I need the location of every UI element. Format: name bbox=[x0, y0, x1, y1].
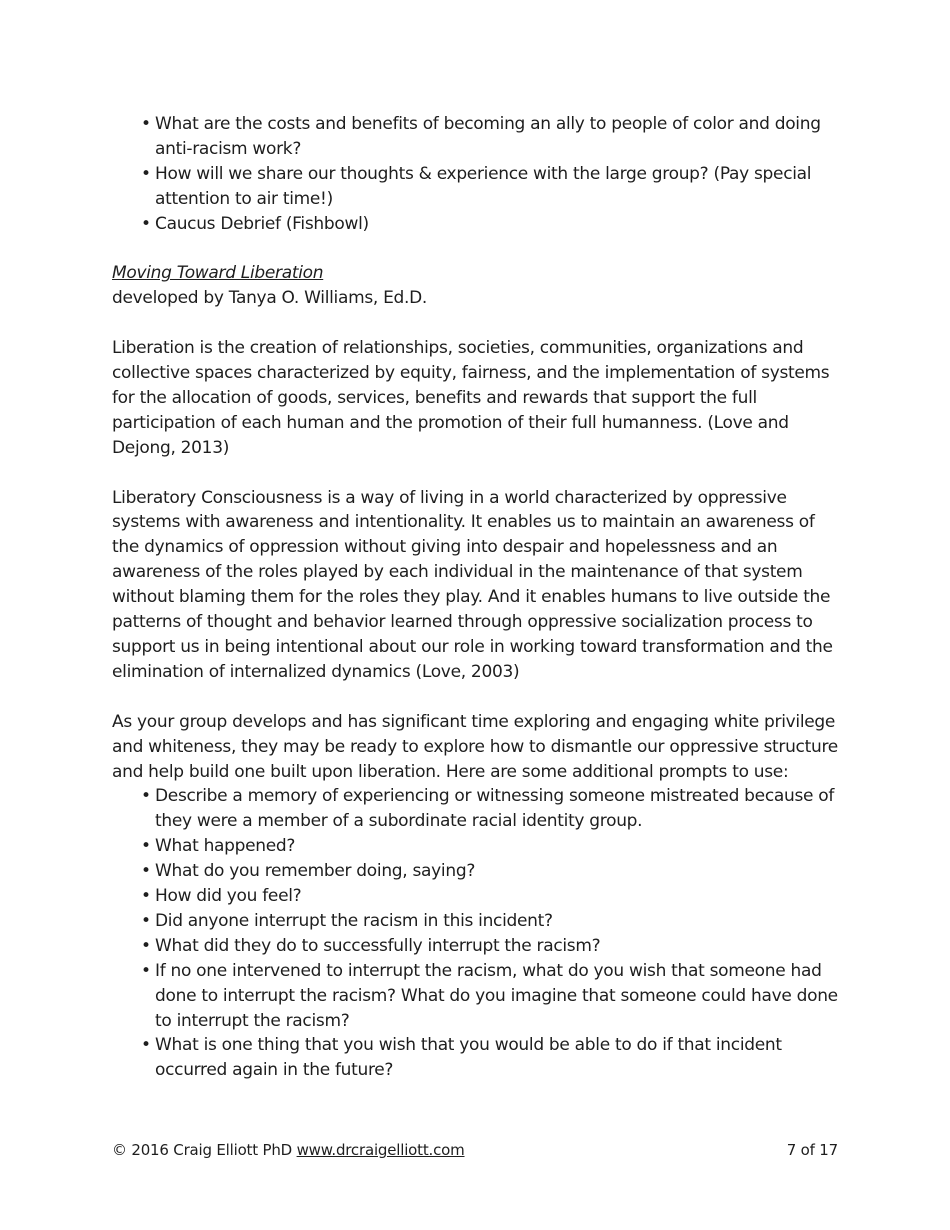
list-item: • Caucus Debrief (Fishbowl) bbox=[155, 212, 842, 237]
list-item: • How did you feel? bbox=[155, 884, 842, 909]
footer-copyright: © 2016 Craig Elliott PhD bbox=[112, 1141, 292, 1159]
caucus-questions-list bbox=[112, 112, 842, 237]
section-title: Moving Toward Liberation bbox=[112, 263, 324, 284]
list-item: • What are the costs and benefits of becoming an ally to people of color and doing anti-racism work? bbox=[155, 112, 842, 162]
additional-prompts-list bbox=[112, 784, 842, 1083]
list-item: • How will we share our thoughts & experience with the large group? (Pay special attention to air time!) bbox=[155, 162, 842, 212]
footer-website-link[interactable]: www.drcraigelliott.com bbox=[296, 1141, 465, 1159]
liberation-definition-paragraph: Liberation is the creation of relationships, societies, communities, organizations and collective spaces characterized by equity, fairness, and the implementation of systems for the allocation of goods, services, benefits and rewards that support the full participation of each human and the promotion of their full humanness. (Love and Dejong, 2013) bbox=[112, 338, 830, 458]
page-number: 7 of 17 bbox=[786, 1141, 838, 1159]
list-item: • Describe a memory of experiencing or witnessing someone mistreated because of they were a member of a subordinate racial identity group. bbox=[155, 784, 842, 834]
spacer bbox=[112, 461, 842, 486]
page-footer bbox=[112, 1140, 838, 1160]
list-item: • If no one intervened to interrupt the racism, what do you wish that someone had done to interrupt the racism? What do you imagine that someone could have done to interrupt the racism? bbox=[155, 959, 842, 1034]
document-page bbox=[112, 112, 842, 1083]
spacer bbox=[112, 237, 842, 262]
spacer bbox=[112, 685, 842, 710]
list-item: • What happened? bbox=[155, 834, 842, 859]
list-item: • What do you remember doing, saying? bbox=[155, 859, 842, 884]
liberatory-consciousness-paragraph: Liberatory Consciousness is a way of living in a world characterized by oppressive systems with awareness and intentionality. It enables us to maintain an awareness of the dynamics of oppression without giving into despair and hopelessness and an awareness of the roles played by each individual in the maintenance of that system without blaming them for the roles they play. And it enables humans to live outside the patterns of thought and behavior learned through oppressive socialization process to support us in being intentional about our role in working toward transformation and the elimination of internalized dynamics (Love, 2003) bbox=[112, 487, 833, 682]
spacer bbox=[112, 311, 842, 336]
list-item: • What did they do to successfully interrupt the racism? bbox=[155, 934, 842, 959]
list-item: • Did anyone interrupt the racism in this incident? bbox=[155, 909, 842, 934]
prompts-intro-paragraph: As your group develops and has significant time exploring and engaging white privilege and whiteness, they may be ready to explore how to dismantle our oppressive structure and help build one built upon liberation. Here are some additional prompts to use: bbox=[112, 711, 838, 782]
section-byline: developed by Tanya O. Williams, Ed.D. bbox=[112, 288, 428, 309]
list-item: • What is one thing that you wish that you would be able to do if that incident occurred again in the future? bbox=[155, 1033, 842, 1083]
footer-credit bbox=[112, 1140, 465, 1160]
